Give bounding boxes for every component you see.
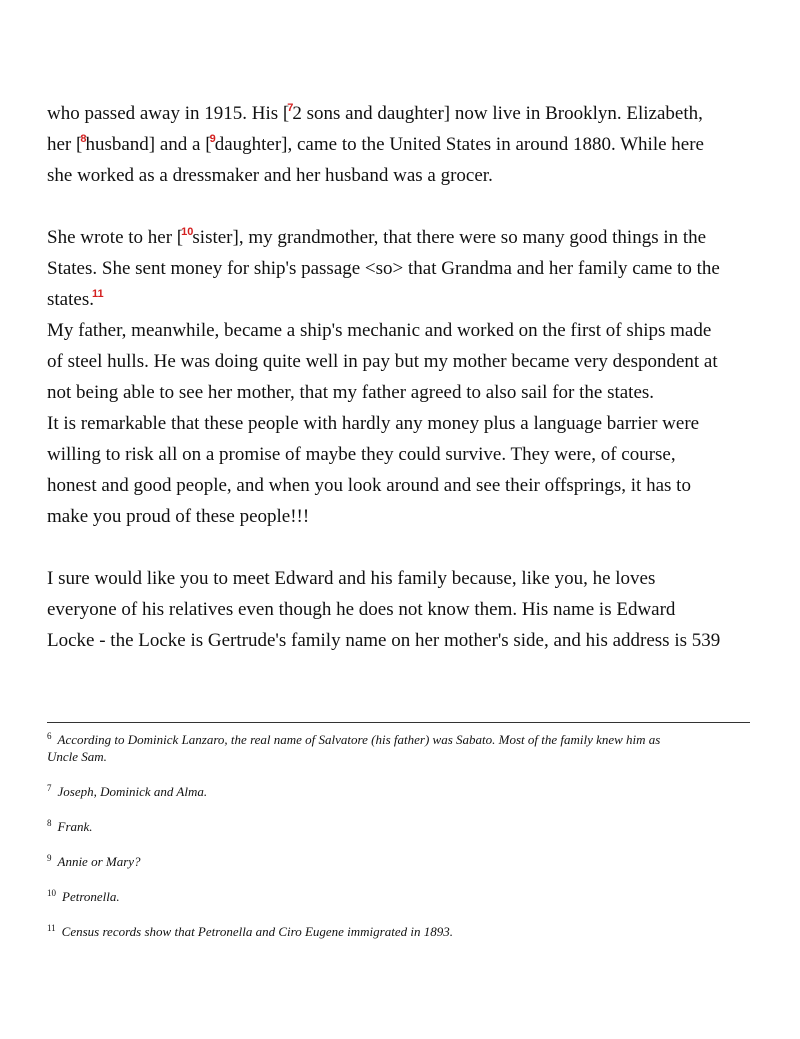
body-text (47, 98, 767, 656)
text-line: honest and good people, and when you look around and see their offsprings, it has to (47, 475, 691, 496)
text-span: sister], my grandmother, that there were so many good things in the (192, 227, 707, 248)
text-line: I sure would like you to meet Edward and his family because, like you, he loves (47, 568, 656, 589)
footnote-6 (47, 728, 747, 765)
text-span: husband] and a [ (85, 134, 212, 155)
footnote-text: Uncle Sam. (47, 749, 107, 764)
footnote-number: 6 (47, 731, 52, 741)
paragraph-gap (47, 532, 767, 563)
text-line (47, 98, 767, 129)
footnote-ref-11: 11 (91, 288, 104, 300)
text-line: of steel hulls. He was doing quite well in pay but my mother became very despondent at (47, 351, 718, 372)
text-line (47, 284, 767, 315)
text-line: Locke - the Locke is Gertrude's family name on her mother's side, and his address is 539 (47, 630, 721, 651)
footnote-10 (47, 885, 747, 905)
footnote-number: 9 (47, 853, 52, 863)
text-line: willing to risk all on a promise of maybe they could survive. They were, of course, (47, 444, 676, 465)
footnote-text: Joseph, Dominick and Alma. (57, 784, 208, 799)
footnotes (47, 728, 747, 955)
footnote-9 (47, 850, 747, 870)
footnote-number: 8 (47, 818, 52, 828)
footnote-ref-7: 7 (287, 102, 294, 114)
footnote-8 (47, 815, 747, 835)
footnote-divider (47, 722, 750, 723)
paragraph-gap (47, 191, 767, 222)
text-line: My father, meanwhile, became a ship's mechanic and worked on the first of ships made (47, 320, 712, 341)
text-span: who passed away in 1915. His [ (47, 103, 290, 124)
footnote-number: 7 (47, 783, 52, 793)
footnote-7 (47, 780, 747, 800)
text-line: States. She sent money for ship's passage <so> that Grandma and her family came to the (47, 258, 720, 279)
footnote-text: Frank. (57, 819, 93, 834)
text-span: her [ (47, 134, 83, 155)
footnote-ref-9: 9 (209, 133, 216, 145)
text-line: not being able to see her mother, that my father agreed to also sail for the states. (47, 382, 655, 403)
text-line (47, 222, 767, 253)
text-span: She wrote to her [ (47, 227, 184, 248)
footnote-text: Petronella. (62, 889, 120, 904)
footnote-number: 11 (47, 923, 56, 933)
footnote-number: 10 (47, 888, 56, 898)
text-line (47, 129, 767, 160)
text-line: make you proud of these people!!! (47, 506, 310, 527)
text-span: daughter], came to the United States in around 1880. While here (214, 134, 704, 155)
footnote-text: According to Dominick Lanzaro, the real name of Salvatore (his father) was Sabato. Most of the family knew him as (57, 732, 661, 747)
footnote-text: Census records show that Petronella and Ciro Eugene immigrated in 1893. (61, 924, 453, 939)
footnote-11 (47, 920, 747, 940)
text-line: everyone of his relatives even though he does not know them. His name is Edward (47, 599, 676, 620)
text-span: 2 sons and daughter] now live in Brooklyn. Elizabeth, (292, 103, 703, 124)
text-line: she worked as a dressmaker and her husband was a grocer. (47, 165, 493, 186)
footnote-ref-10: 10 (181, 226, 194, 238)
footnote-ref-8: 8 (80, 133, 87, 145)
text-line: It is remarkable that these people with hardly any money plus a language barrier were (47, 413, 700, 434)
text-span: states. (47, 289, 94, 310)
footnote-text: Annie or Mary? (57, 854, 141, 869)
